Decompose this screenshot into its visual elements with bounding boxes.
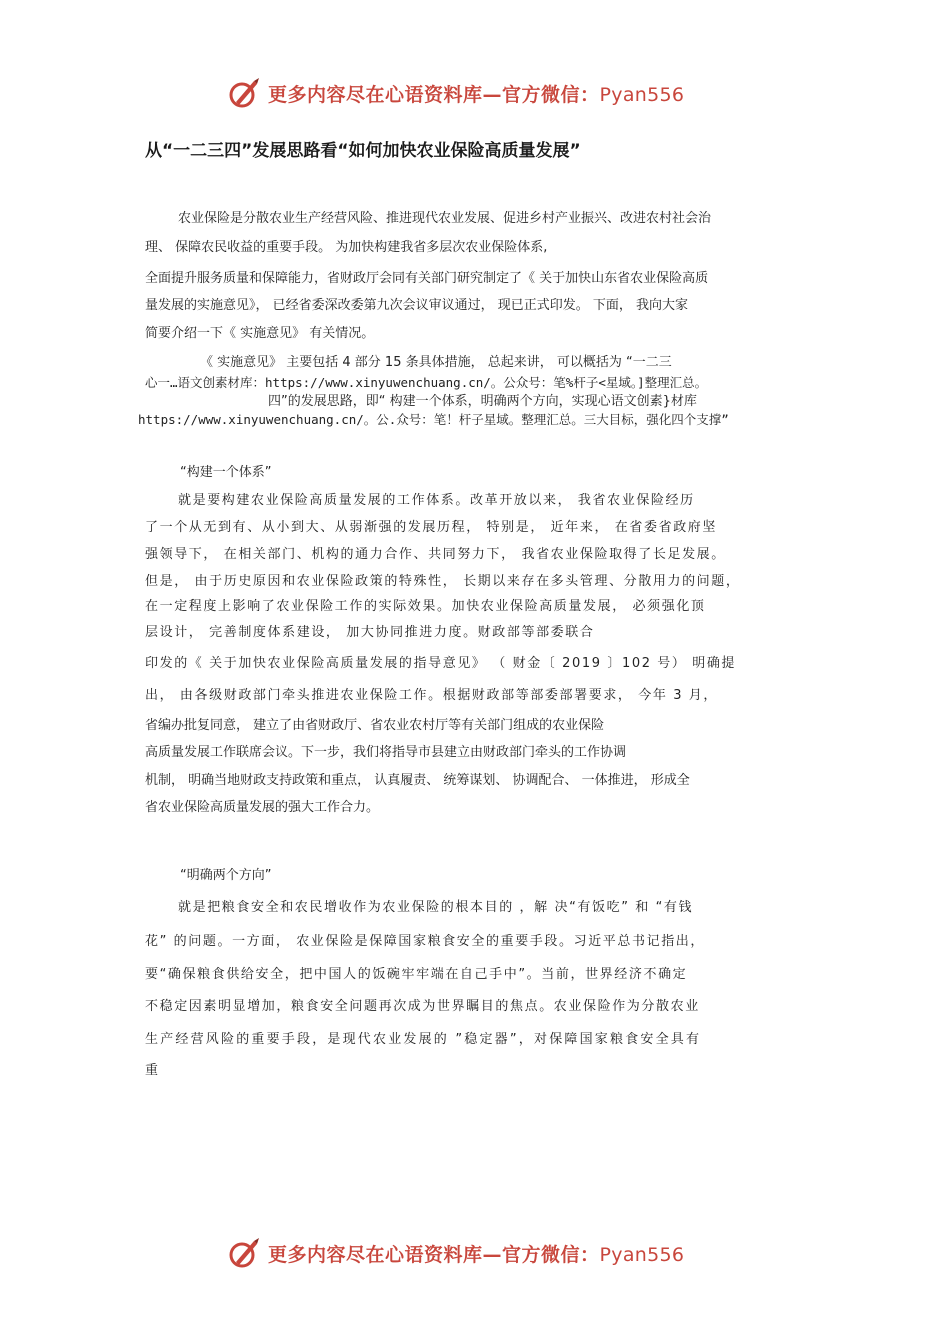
paragraph-line: 但是， 由于历史原因和农业保险政策的特殊性， 长期以来存在多头管理、分散用力的问题， [145, 574, 741, 589]
footer-watermark-banner [228, 1236, 684, 1270]
paragraph-line: 《 实施意见》 主要包括 4 部分 15 条具体措施， 总起来讲， 可以概括为 “一二三 [200, 355, 672, 370]
paragraph-line: 就是把粮食安全和农民增收作为农业保险的根本目的 ，解 决“有饭吃” 和 “有钱 [178, 900, 694, 915]
paragraph-line: 花” 的问题。一方面， 农业保险是保障国家粮食安全的重要手段。习近平总书记指出， [145, 934, 705, 949]
paragraph-line: 简要介绍一下《 实施意见》 有关情况。 [145, 326, 375, 341]
paragraph-line: 农业保险是分散农业生产经营风险、推进现代农业发展、促进乡村产业振兴、改进农村社会治 [178, 211, 712, 226]
paragraph-line: 生产经营风险的重要手段，是现代农业发展的 ”稳定器”，对保障国家粮食安全具有 [145, 1032, 702, 1047]
paragraph-line: 就是要构建农业保险高质量发展的工作体系。改革开放以来， 我省农业保险经历 [178, 493, 695, 508]
paragraph-line: 理、 保障农民收益的重要手段。 为加快构建我省多层次农业保险体系, [145, 240, 548, 255]
banner-handle: Pyan556 [599, 83, 685, 106]
paragraph-line: 不稳定因素明显增加，粮食安全问题再次成为世界瞩目的焦点。农业保险作为分散农业 [145, 999, 700, 1014]
paragraph-line: 重 [145, 1063, 159, 1078]
pen-logo-icon [228, 1236, 262, 1270]
paragraph-line: 出， 由各级财政部门牵头推进农业保险工作。根据财政部等部委部署要求， 今年 3 月， [145, 688, 719, 703]
header-watermark-banner [228, 76, 684, 110]
banner-text: 更多内容尽在心语资料库—官方微信：Pyan556 [268, 83, 685, 106]
paragraph-line: 强领导下， 在相关部门、机构的通力合作、共同努力下， 我省农业保险取得了长足发展。 [145, 547, 726, 562]
section-heading: “明确两个方向” [180, 868, 272, 883]
paragraph-line: 在一定程度上影响了农业保险工作的实际效果。加快农业保险高质量发展， 必须强化顶 [145, 599, 706, 614]
paragraph-line: 层设计， 完善制度体系建设， 加大协同推进力度。财政部等部委联合 [145, 625, 595, 640]
paragraph-line: 四”的发展思路，即“ 构建一个体系，明确两个方向，实现心语文创素}材库 [268, 394, 697, 409]
paragraph-line: 了一个从无到有、从小到大、从弱渐强的发展历程， 特别是， 近年来， 在省委省政府坚 [145, 520, 717, 535]
pen-logo-icon [228, 76, 262, 110]
banner-handle: Pyan556 [599, 1243, 685, 1266]
paragraph-line: 量发展的实施意见》， 已经省委深改委第九次会议审议通过， 现已正式印发。 下面， 我向大家 [145, 298, 689, 313]
page-title: 从“一二三四”发展思路看“如何加快农业保险高质量发展” [145, 141, 581, 161]
paragraph-line: 机制， 明确当地财政支持政策和重点， 认真履责、 统筹谋划、 协调配合、 一体推进， 形成全 [145, 773, 690, 788]
paragraph-line: 全面提升服务质量和保障能力，省财政厅会同有关部门研究制定了《 关于加快山东省农业保险高质 [145, 271, 709, 286]
watermark-line: 心一…语文创素材库：https://www.xinyuwenchuang.cn/。公众号：笔%杆子<星域。]整理汇总。 [145, 375, 708, 390]
paragraph-line: 要“确保粮食供给安全，把中国人的饭碗牢牢端在自己手中”。当前，世界经济不确定 [145, 967, 688, 982]
paragraph-line: 高质量发展工作联席会议。下一步，我们将指导市县建立由财政部门牵头的工作协调 [145, 745, 627, 760]
watermark-line: https://www.xinyuwenchuang.cn/。公.众号：笔！杆子星域。整理汇总。三大目标，强化四个支撑” [138, 412, 729, 427]
paragraph-line: 省编办批复同意， 建立了由省财政厅、省农业农村厅等有关部门组成的农业保险 [145, 718, 605, 733]
paragraph-line: 印发的《 关于加快农业保险高质量发展的指导意见》 （ 财金〔 2019 〕102 号） 明确提 [145, 656, 737, 671]
section-heading: “构建一个体系” [180, 465, 272, 480]
paragraph-line: 省农业保险高质量发展的强大工作合力。 [145, 800, 380, 815]
banner-text: 更多内容尽在心语资料库—官方微信：Pyan556 [268, 1243, 685, 1266]
